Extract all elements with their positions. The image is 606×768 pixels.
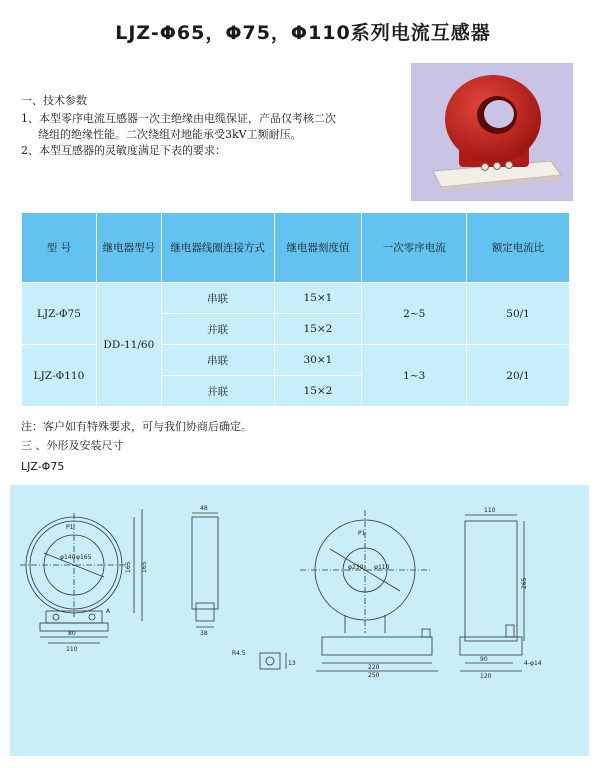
header-scale: 继电器刻度值 [274,213,362,283]
d3-dia-inner: φ110 [374,564,390,571]
d1-h2: 165 [141,561,148,573]
d1-dia-inner: φ140 [60,554,76,561]
d1-p1: P1 [66,524,74,531]
relay-model-cell: DD-11/60 [96,283,161,407]
d3-dia-outer: φ230 [348,564,364,571]
dimension-drawing [10,485,589,756]
d2-w48: 48 [200,505,208,512]
d3-w250: 250 [368,672,380,679]
primary-current-cell: 1~3 [362,345,467,407]
d4-w90: 90 [480,656,488,663]
d4-hole: 4-φ14 [524,660,542,667]
d4-h265: 265 [521,577,528,589]
dims-model: LJZ-Φ75 [21,460,65,473]
item2: 2、本型互感器的灵敏度满足下表的要求： [21,144,226,157]
tech-heading: 一、技术参数 [21,94,87,107]
front-view-small [20,509,148,653]
ratio-cell: 20/1 [467,345,570,407]
side-view-large [460,507,542,680]
ratio-cell: 50/1 [467,283,570,345]
technical-drawing [10,485,589,756]
header-relay-model: 继电器型号 [96,213,161,283]
spec-table [21,212,570,407]
connection-cell: 并联 [161,376,274,407]
d1-w110: 110 [66,646,78,653]
side-view-small [192,505,218,637]
model-cell: LJZ-Φ110 [22,345,97,407]
primary-current-cell: 2~5 [362,283,467,345]
header-ratio: 额定电流比 [467,213,570,283]
scale-cell: 15×1 [274,283,362,314]
header-connection: 继电器线圈连接方式 [161,213,274,283]
d4-w120: 120 [480,673,492,680]
scale-cell: 15×2 [274,314,362,345]
product-photo [411,63,573,201]
connection-cell: 并联 [161,314,274,345]
d3-w220: 220 [368,664,380,671]
d2-w38: 38 [200,630,208,637]
model-cell: LJZ-Φ75 [22,283,97,345]
scale-cell: 30×1 [274,345,362,376]
front-view-large [300,510,438,679]
item1-line1: 1、本型零序电流互感器一次主绝缘由电缆保证，产品仅考核二次 [21,112,336,125]
d1-h: 165 [125,561,132,573]
note: 注：客户如有特殊要求，可与我们协商后确定。 [21,420,252,433]
d3-p1: P1 [358,530,366,537]
header-model: 型 号 [22,213,97,283]
scale-cell: 15×2 [274,376,362,407]
d5-r: R4.5 [232,650,246,657]
current-transformer-image [411,63,573,201]
slot-detail [232,650,296,669]
page-title: LJZ-Φ65，Φ75，Φ110系列电流互感器 [115,22,491,44]
d1-a: A [106,608,111,615]
d5-h13: 13 [288,660,296,667]
header-primary-current: 一次零序电流 [362,213,467,283]
d4-w110: 110 [484,507,496,514]
d1-w80: 80 [68,630,76,637]
table-row [22,283,570,314]
connection-cell: 串联 [161,345,274,376]
d1-dia-outer: φ165 [76,554,92,561]
item1-line2: 绕组的绝缘性能。二次绕组对地能承受3kV工频耐压。 [38,128,302,141]
connection-cell: 串联 [161,283,274,314]
dims-heading: 三 、外形及安装尺寸 [21,439,124,452]
